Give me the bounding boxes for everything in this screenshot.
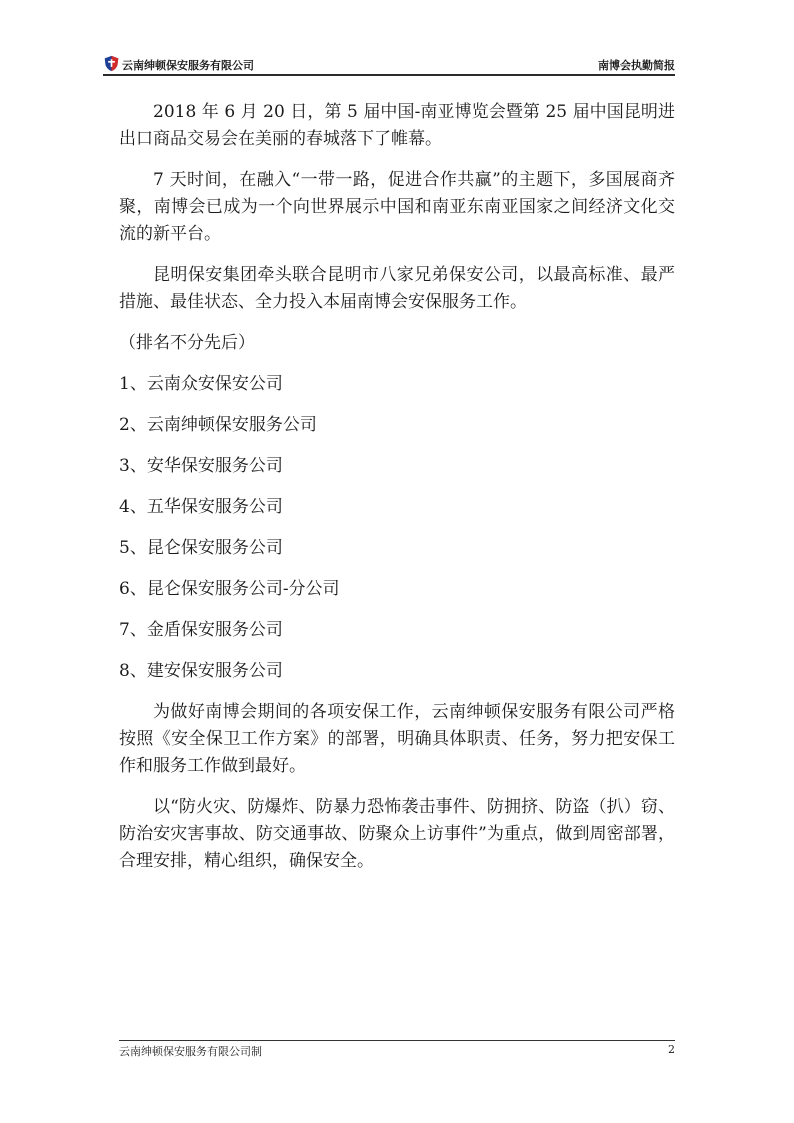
list-item: 6、昆仑保安服务公司-分公司 [119,579,340,599]
paragraph-theme: 7 天时间，在融入“一带一路，促进合作共赢”的主题下，多国展商齐聚，南博会已成为一个向世界展示中国和南亚东南亚国家之间经济文化交流的新平台。 [119,170,675,244]
header-company-name: 云南绅顿保安服务有限公司 [122,59,254,72]
paragraph-security-group: 昆明保安集团牵头联合昆明市八家兄弟保安公司，以最高标准、最严措施、最佳状态、全力投入本届南博会安保服务工作。 [119,265,675,312]
shield-logo-icon [103,55,120,72]
footer-company-made: 云南绅顿保安服务有限公司制 [119,1045,262,1058]
company-list [119,371,675,685]
list-item: 8、建安保安服务公司 [119,661,283,681]
list-item: 7、金盾保安服务公司 [119,620,283,640]
list-item: 5、昆仑保安服务公司 [119,538,283,558]
paragraph-work-plan: 为做好南博会期间的各项安保工作，云南绅顿保安服务有限公司严格按照《安全保卫工作方案》的部署，明确具体职责、任务，努力把安保工作和服务工作做到最好。 [119,702,675,776]
list-item: 4、五华保安服务公司 [119,497,283,517]
header-report-title: 南博会执勤简报 [598,59,675,72]
list-item: 1、云南众安保安公司 [119,374,283,394]
paragraph-priorities: 以“防火灾、防爆炸、防暴力恐怖袭击事件、防拥挤、防盗（扒）窃、防治安灾害事故、防交通事故、防聚众上访事件”为重点，做到周密部署，合理安排，精心组织，确保安全。 [119,797,675,871]
page-header [103,52,675,76]
list-item: 3、安华保安服务公司 [119,456,283,476]
paragraph-closing: 2018 年 6 月 20 日，第 5 届中国-南亚博览会暨第 25 届中国昆明进出口商品交易会在美丽的春城落下了帷幕。 [119,102,675,149]
document-body [119,99,675,889]
page-footer [119,1040,675,1061]
page-number: 2 [668,1043,675,1056]
list-item: 2、云南绅顿保安服务公司 [119,415,317,435]
list-note: （排名不分先后） [119,333,255,353]
